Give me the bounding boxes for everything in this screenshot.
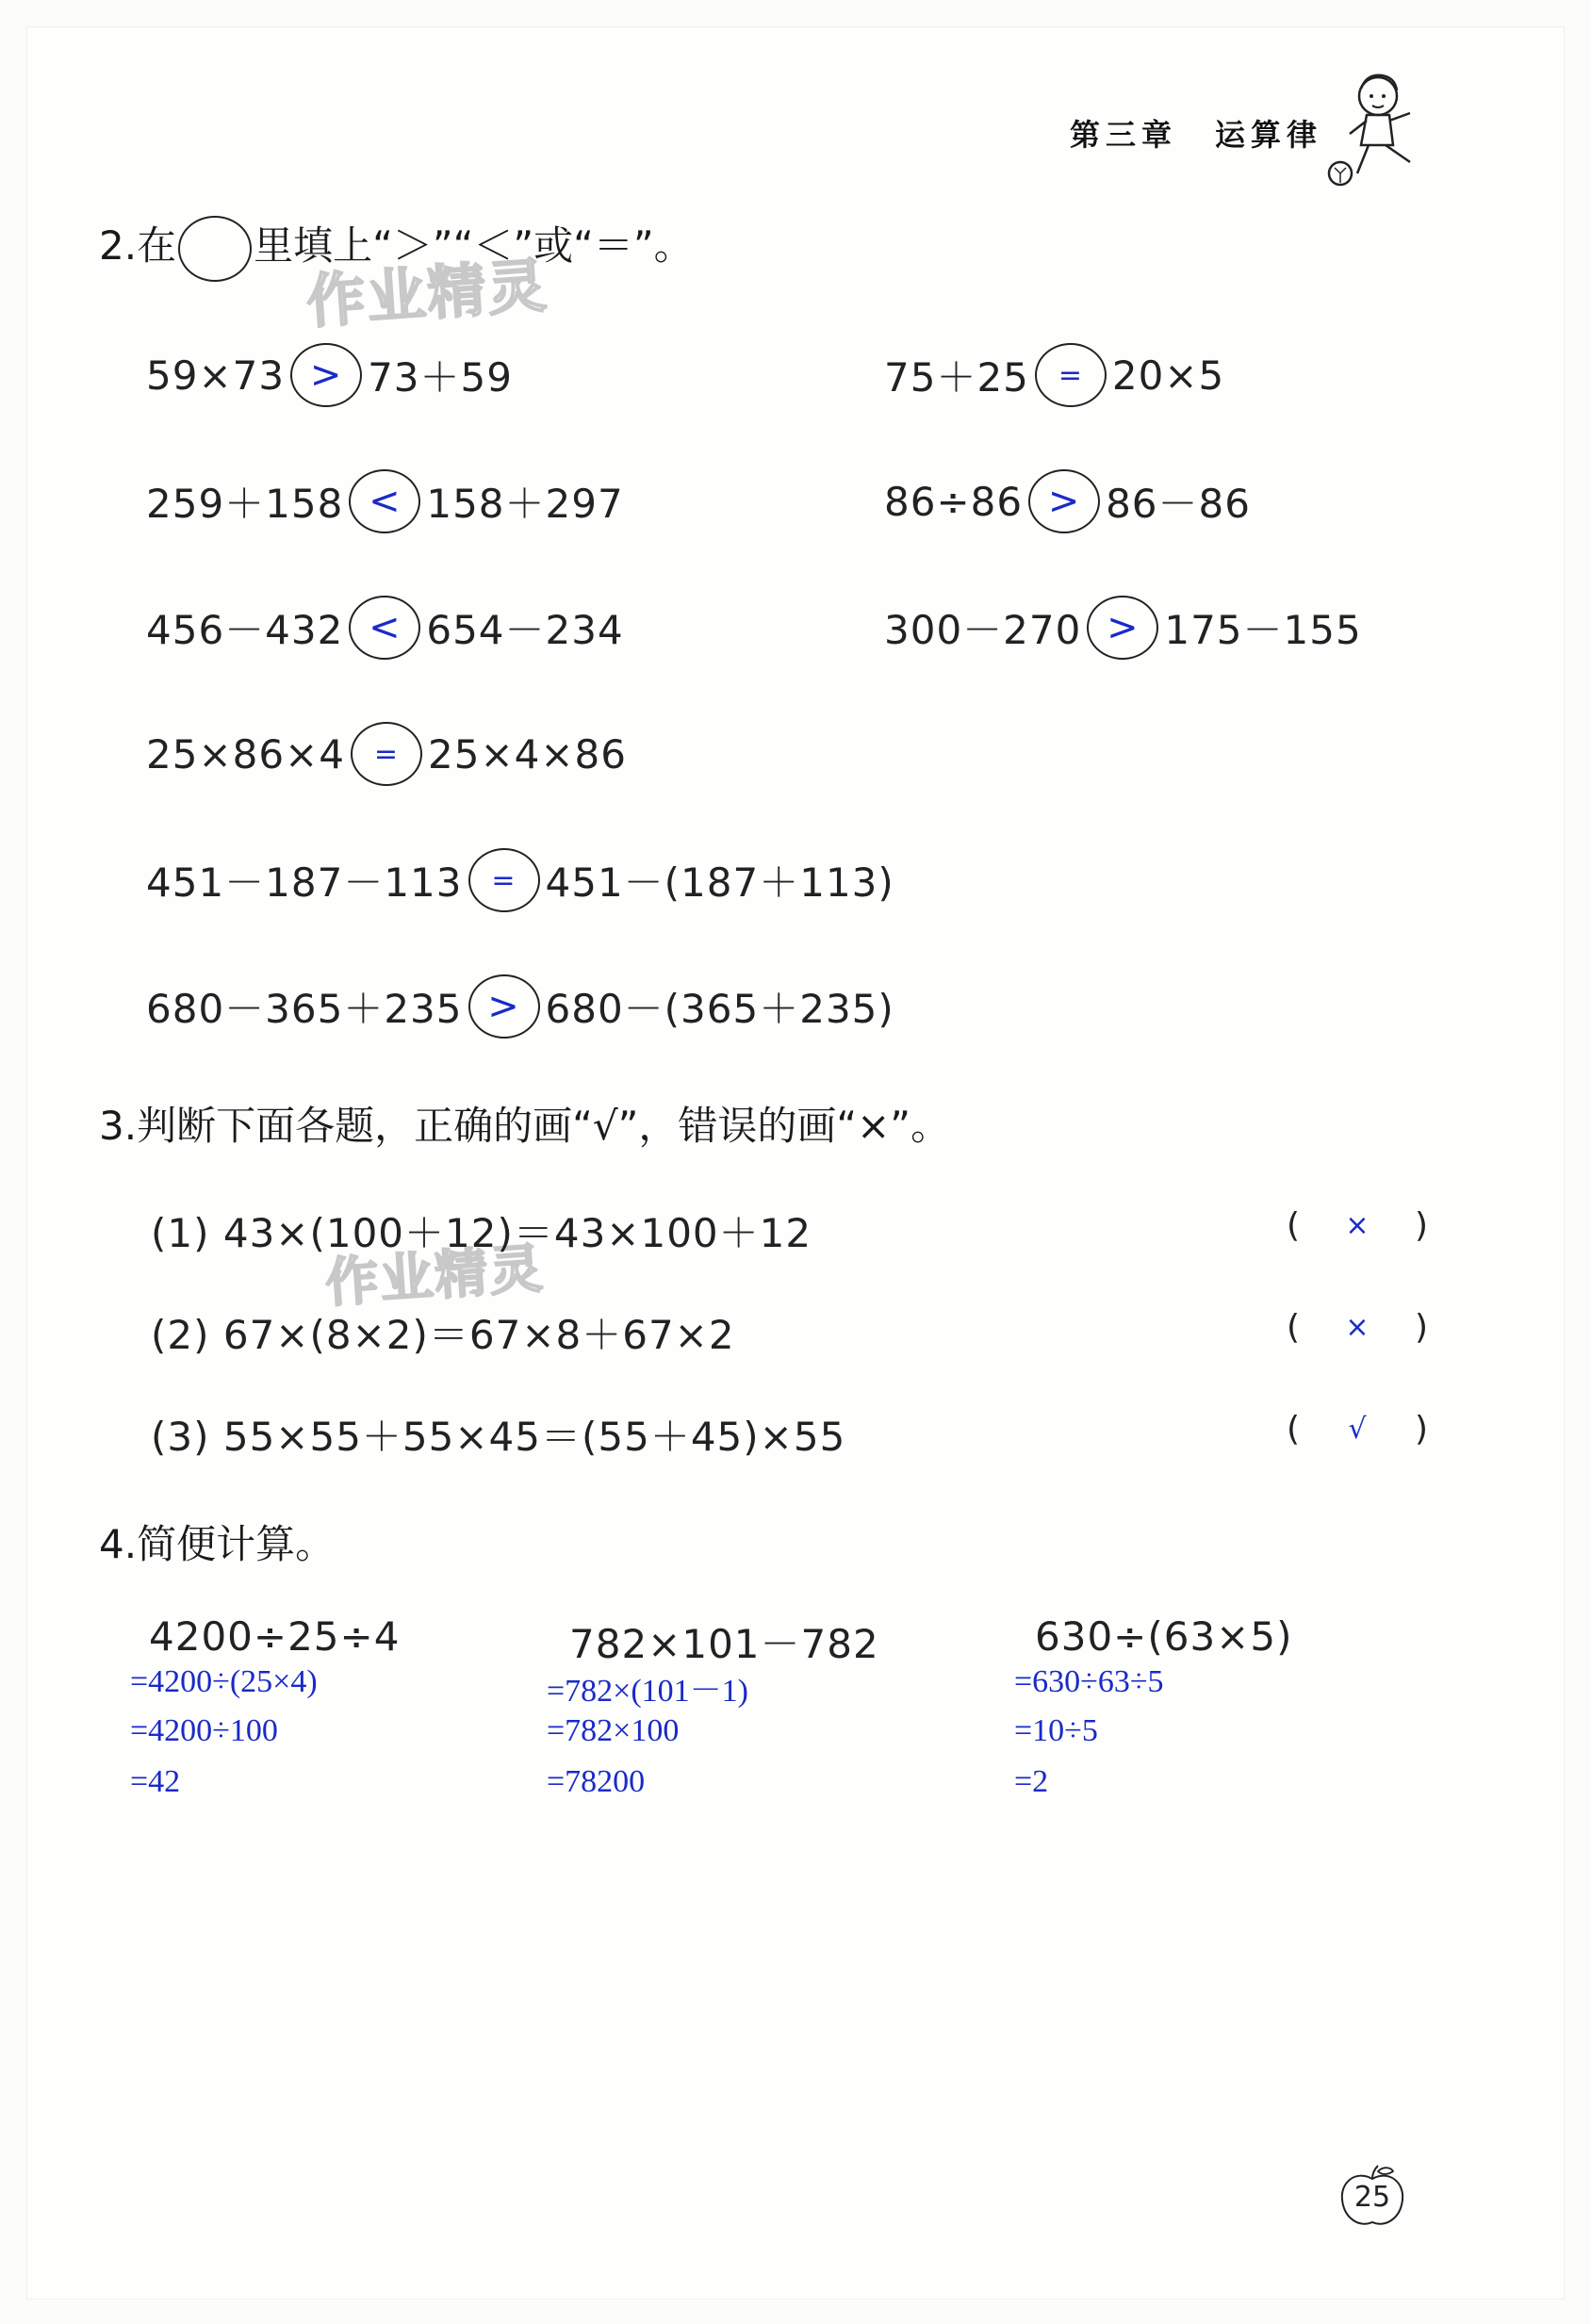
- compare-right: 158＋297: [426, 481, 624, 527]
- compare-row: [146, 469, 624, 533]
- calc-step: =782×100: [547, 1713, 680, 1748]
- calc-expression: 630÷(63×5): [1035, 1613, 1293, 1660]
- q4-number: 4.: [99, 1521, 138, 1567]
- q2-title-pre: 在: [137, 222, 177, 269]
- close-paren: ): [1414, 1308, 1428, 1347]
- chapter-title: 运算律: [1215, 117, 1323, 153]
- answer-circle[interactable]: >: [1087, 596, 1158, 660]
- calc-step: =630÷63÷5: [1014, 1664, 1164, 1699]
- answer-circle[interactable]: >: [468, 974, 540, 1039]
- calc-step: =782×(101－1): [547, 1674, 748, 1709]
- compare-left: 456－432: [146, 607, 344, 653]
- answer-circle[interactable]: >: [1028, 469, 1100, 533]
- q3-number: 3.: [99, 1103, 138, 1149]
- judge-answer: [1287, 1410, 1428, 1448]
- judge-item: (1) 43×(100＋12)＝43×100＋12: [151, 1210, 812, 1256]
- boy-soccer-mascot-icon: [1320, 68, 1433, 190]
- compare-left: 75＋25: [884, 354, 1029, 401]
- compare-left: 25×86×4: [146, 730, 345, 777]
- compare-row: [884, 469, 1251, 533]
- calc-step: =42: [130, 1764, 181, 1799]
- chapter-header: [1070, 111, 1322, 155]
- open-paren: (: [1287, 1206, 1301, 1245]
- chapter-label: 第三章: [1070, 117, 1178, 153]
- compare-row: [146, 343, 513, 407]
- calc-step: =78200: [547, 1764, 646, 1799]
- judge-item: (3) 55×55＋55×45＝(55＋45)×55: [151, 1414, 846, 1460]
- watermark: 作业精灵: [323, 1237, 547, 1316]
- judge-answer: [1287, 1308, 1428, 1347]
- calc-expression: 4200÷25÷4: [149, 1613, 401, 1660]
- compare-right: 73＋59: [368, 354, 513, 401]
- compare-left: 451－187－113: [146, 859, 463, 906]
- close-paren: ): [1414, 1410, 1428, 1448]
- judge-mark[interactable]: √: [1348, 1413, 1367, 1446]
- compare-left: 59×73: [146, 352, 286, 399]
- page-number-text: 25: [1353, 2181, 1391, 2214]
- judge-item: (2) 67×(8×2)＝67×8＋67×2: [151, 1312, 735, 1358]
- compare-row: [146, 974, 894, 1039]
- blank-circle-icon: [178, 216, 252, 282]
- judge-mark[interactable]: ×: [1345, 1209, 1370, 1242]
- q4-title-text: 简便计算。: [137, 1521, 336, 1567]
- calc-step: =4200÷(25×4): [130, 1664, 318, 1699]
- compare-left: 259＋158: [146, 481, 344, 527]
- compare-right: 451－(187＋113): [545, 859, 894, 906]
- answer-circle[interactable]: =: [351, 722, 422, 786]
- open-paren: (: [1287, 1410, 1301, 1448]
- compare-left: 86÷86: [884, 478, 1024, 525]
- answer-circle[interactable]: <: [349, 469, 420, 533]
- q3-title: [99, 1095, 950, 1152]
- watermark: 作业精灵: [304, 251, 550, 336]
- compare-left: 680－365＋235: [146, 986, 463, 1032]
- answer-circle[interactable]: =: [468, 848, 540, 912]
- compare-row: [146, 722, 627, 786]
- q2-title-post: 里填上“＞”“＜”或“＝”。: [254, 222, 694, 269]
- open-paren: (: [1287, 1308, 1301, 1347]
- q2-number: 2.: [99, 222, 138, 269]
- calc-step: =10÷5: [1014, 1713, 1098, 1748]
- answer-circle[interactable]: >: [290, 343, 362, 407]
- calc-step: =4200÷100: [130, 1713, 278, 1748]
- compare-row: [146, 848, 894, 912]
- page-number: [1337, 2164, 1408, 2230]
- compare-right: 654－234: [426, 607, 624, 653]
- q3-title-text: 判断下面各题，正确的画“√”，错误的画“×”。: [137, 1103, 951, 1149]
- compare-right: 86－86: [1106, 481, 1251, 527]
- calc-expression: 782×101－782: [569, 1621, 879, 1667]
- compare-row: [884, 596, 1362, 660]
- compare-right: 175－155: [1164, 607, 1362, 653]
- calc-step: =2: [1014, 1764, 1049, 1799]
- compare-right: 20×5: [1111, 352, 1225, 399]
- compare-right: 680－(365＋235): [545, 986, 894, 1032]
- compare-left: 300－270: [884, 607, 1082, 653]
- judge-answer: [1287, 1206, 1428, 1245]
- answer-circle[interactable]: =: [1035, 343, 1107, 407]
- close-paren: ): [1414, 1206, 1428, 1245]
- answer-circle[interactable]: <: [349, 596, 420, 660]
- compare-right: 25×4×86: [428, 730, 627, 777]
- compare-row: [146, 596, 624, 660]
- compare-row: [884, 343, 1224, 407]
- judge-mark[interactable]: ×: [1345, 1311, 1370, 1344]
- q4-title: [99, 1514, 335, 1570]
